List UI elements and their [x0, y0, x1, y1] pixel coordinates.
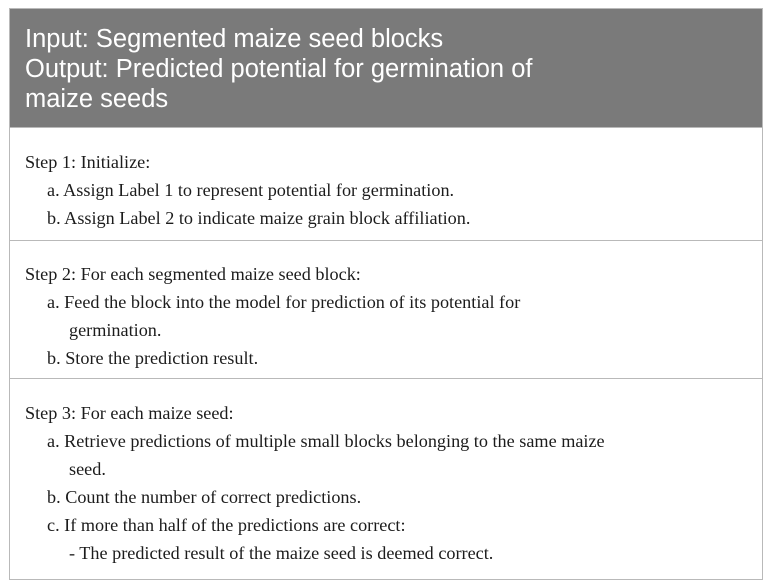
step-1-item-a: a. Assign Label 1 to represent potential for germination. — [47, 180, 455, 200]
step-3-item-a-continued: seed. — [69, 459, 106, 479]
output-line: Output: Predicted potential for germination of — [25, 55, 533, 83]
step-2-item-b: b. Store the prediction result. — [47, 348, 259, 368]
output-line-continued: maize seeds — [25, 85, 169, 113]
step-3-section — [10, 378, 762, 579]
step-3-item-a: a. Retrieve predictions of multiple small blocks belonging to the same maize — [47, 431, 605, 451]
step-1-section — [10, 127, 762, 240]
algorithm-header — [10, 9, 762, 127]
step-3-title: Step 3: For each maize seed: — [25, 403, 234, 423]
input-line: Input: Segmented maize seed blocks — [25, 25, 444, 53]
step-2-item-a: a. Feed the block into the model for prediction of its potential for — [47, 292, 521, 312]
step-2-title: Step 2: For each segmented maize seed block: — [25, 264, 361, 284]
step-3-item-b: b. Count the number of correct predictions. — [47, 487, 362, 507]
step-3-item-c-subitem: - The predicted result of the maize seed is deemed correct. — [69, 543, 494, 563]
algorithm-table — [9, 8, 763, 580]
step-1-title: Step 1: Initialize: — [25, 152, 151, 172]
step-3-item-c: c. If more than half of the predictions are correct: — [47, 515, 406, 535]
step-2-item-a-continued: germination. — [69, 320, 162, 340]
step-1-item-b: b. Assign Label 2 to indicate maize grain block affiliation. — [47, 208, 471, 228]
step-2-section — [10, 240, 762, 378]
